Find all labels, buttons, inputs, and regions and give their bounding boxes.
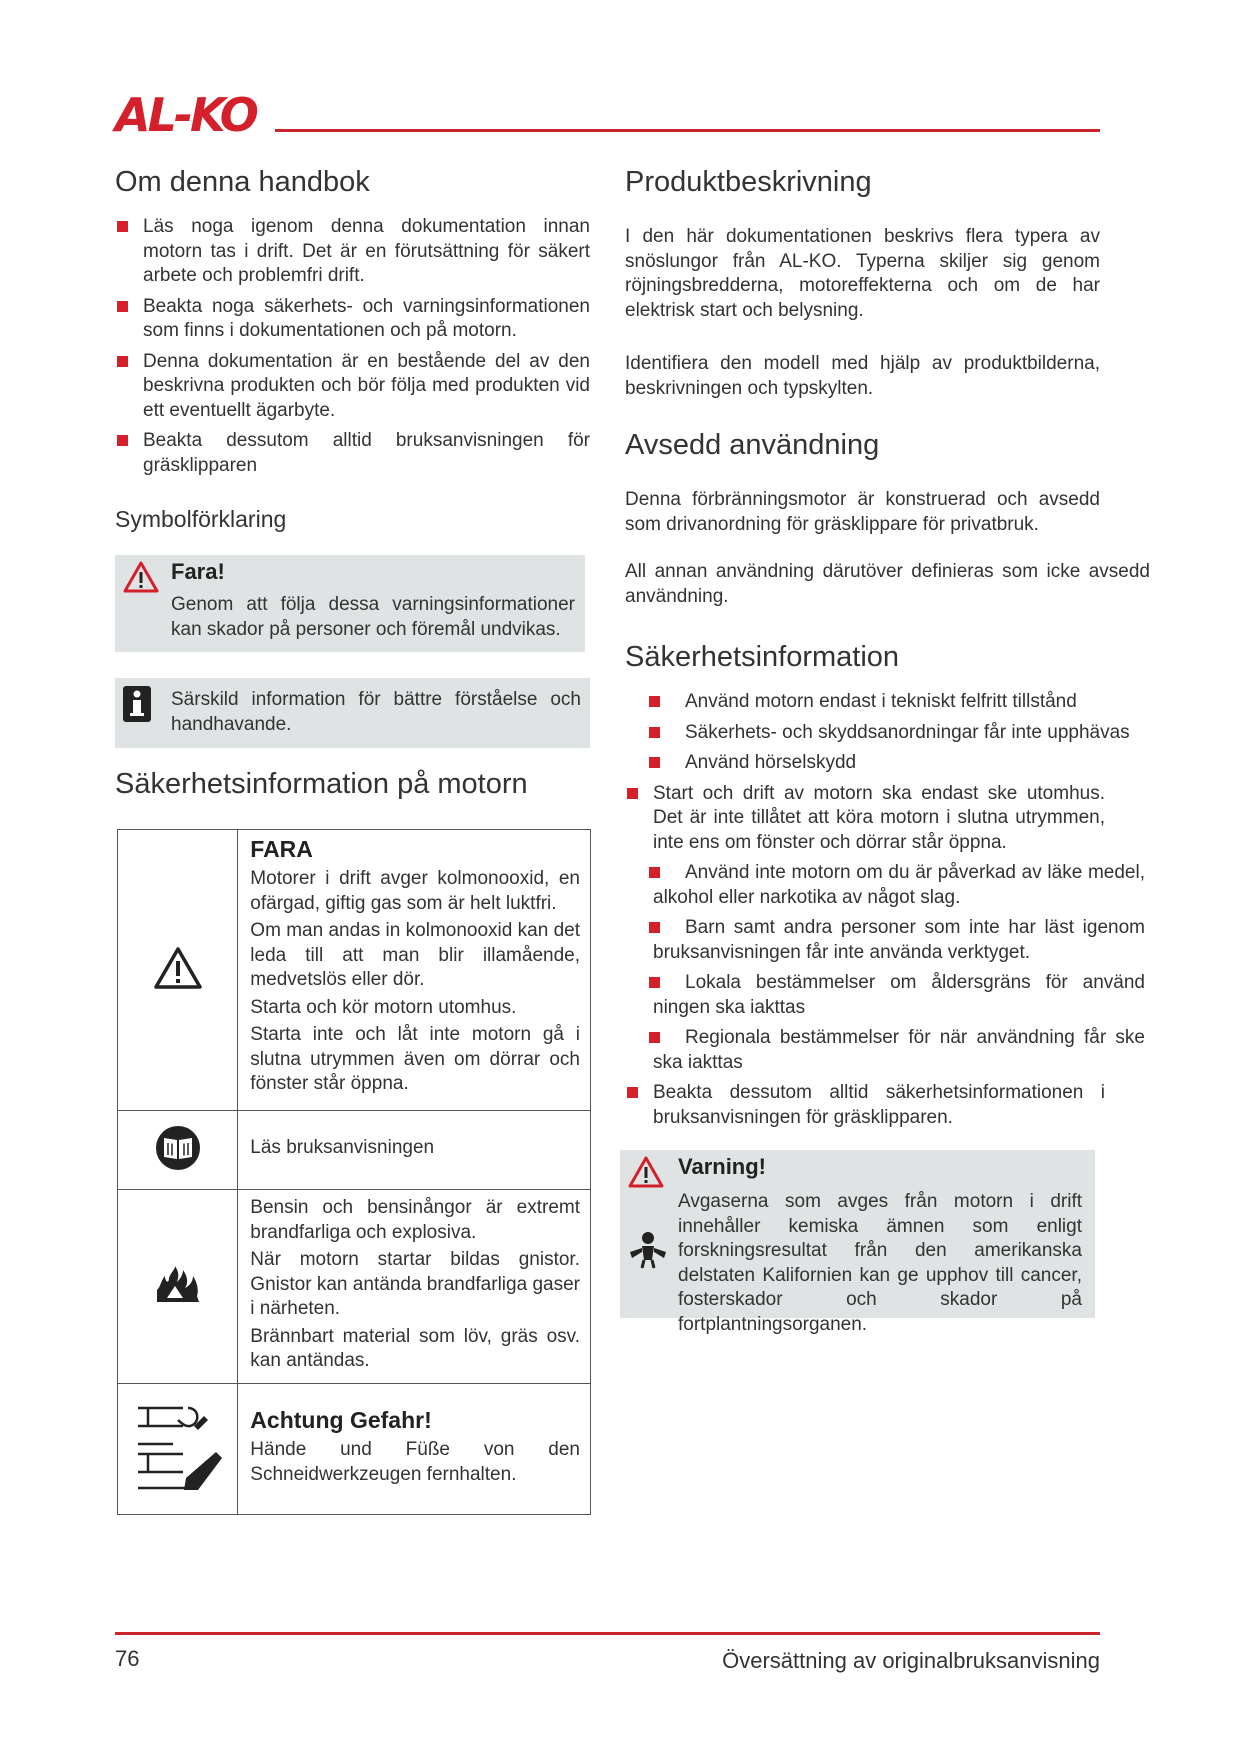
use-paragraph: Denna förbränningsmotor är konstruerad och avsedd som drivanordning för gräsklippare för privatbruk. [625, 489, 1100, 535]
blade-hazard-icon [128, 1396, 228, 1496]
info-icon [123, 686, 151, 722]
table-text-cell [238, 1190, 591, 1384]
fire-hazard-icon [153, 1264, 203, 1304]
table-icon-cell [118, 1111, 238, 1190]
table-paragraph: Brännbart material som löv, gräs osv. kan antändas. [250, 1325, 580, 1371]
section-title-product: Produktbeskrivning [625, 166, 872, 198]
safety-symbol-table [117, 829, 591, 1515]
list-item: Använd hörselskydd [625, 751, 1145, 776]
achtung-title: Achtung Gefahr! [250, 1407, 432, 1433]
warning-triangle-icon [153, 946, 203, 990]
list-item: Läs noga igenom denna dokumentation innan motorn tas i drift. Det är en förutsättning för säkert arbete och problemfri drift. [115, 215, 590, 289]
table-row [118, 830, 591, 1111]
product-paragraph: I den här dokumentationen beskrivs flera typera av snöslungor från AL-KO. Typerna skiljer sig genom röjningsbredderna, motoreffekterna och om de har elektrisk start och belysning. [625, 226, 1100, 321]
fara-title: FARA [250, 836, 313, 862]
warning-triangle-icon [628, 1156, 664, 1188]
product-paragraph: Identifiera den modell med hjälp av produktbilderna, beskrivningen och typskylten. [625, 353, 1100, 399]
danger-text: Genom att följa dessa varningsinformationer kan skador på personer och föremål undvikas. [171, 594, 575, 640]
toxic-hazard-icon [628, 1230, 668, 1270]
read-manual-icon [154, 1124, 202, 1172]
list-item: Beakta dessutom alltid säkerhetsinformationen i bruksanvisningen för gräsklipparen. [625, 1081, 1105, 1130]
footer-rule [115, 1632, 1100, 1635]
list-item: Regionala bestämmelser för när användning får ske ska iakttas [625, 1026, 1145, 1075]
table-icon-cell [118, 1383, 238, 1514]
symbol-title: Symbolförklaring [115, 506, 287, 532]
table-paragraph: Bensin och bensinångor är extremt brandfarliga och explosiva. [250, 1197, 580, 1243]
list-item: Använd inte motorn om du är påverkad av läke medel, alkohol eller narkotika av något slag. [625, 861, 1145, 910]
list-item: Använd motorn endast i tekniskt felfritt tillstånd [625, 690, 1145, 715]
table-paragraph: Om man andas in kolmonooxid kan det leda till att man blir illamående, medvetslös eller dör. [250, 920, 580, 990]
table-paragraph: Läs bruksanvisningen [250, 1137, 435, 1159]
table-row [118, 1111, 591, 1190]
list-item: Beakta noga säkerhets- och varningsinformationen som finns i dokumentationen och på motorn. [115, 295, 590, 344]
table-paragraph: När motorn startar bildas gnistor. Gnistor kan antända brandfarliga gaser i närheten. [250, 1249, 580, 1319]
list-item: Lokala bestämmelser om åldersgräns för använd ningen ska iakttas [625, 971, 1145, 1020]
table-text-cell [238, 830, 591, 1111]
table-icon-cell [118, 830, 238, 1111]
table-row [118, 1190, 591, 1384]
warning-text: Avgaserna som avges från motorn i drift innehåller kemiska ämnen som enligt forskningsresultat från den amerikanska delstaten Kalifornien kan ge upphov till cancer, fosterskador och skador på fortplantningsorganen. [678, 1191, 1082, 1335]
use-paragraph: All annan användning därutöver definieras som icke avsedd användning. [625, 561, 1150, 607]
table-row [118, 1383, 591, 1514]
footer-text: Översättning av originalbruksanvisning [722, 1648, 1100, 1673]
table-text-cell [238, 1383, 591, 1514]
list-item: Barn samt andra personer som inte har läst igenom bruksanvisningen får inte använda verktyget. [625, 916, 1145, 965]
table-paragraph: Starta och kör motorn utomhus. [250, 996, 517, 1018]
section-title-intended-use: Avsedd användning [625, 429, 880, 461]
warning-box [620, 1150, 1095, 1335]
header-rule [275, 129, 1100, 132]
section-title-handbook: Om denna handbok [115, 166, 370, 198]
section-title-safety: Säkerhetsinformation [625, 641, 900, 673]
list-item: Säkerhets- och skyddsanordningar får inte upphävas [625, 721, 1145, 746]
warning-title: Varning! [678, 1154, 767, 1179]
alko-logo: AL-KO [115, 88, 256, 142]
info-box [115, 678, 590, 748]
safety-bullets [625, 690, 1145, 1136]
table-paragraph: Motorer i drift avger kolmonooxid, en ofärgad, giftig gas som är helt luktfri. [250, 868, 580, 914]
page-number: 76 [115, 1646, 140, 1671]
info-text: Särskild information för bättre förståelse och handhavande. [171, 689, 581, 735]
table-paragraph: Hände und Füße von den Schneidwerkzeugen fernhalten. [250, 1439, 580, 1485]
warning-triangle-icon [123, 561, 159, 593]
table-icon-cell [118, 1190, 238, 1384]
list-item: Start och drift av motorn ska endast ske utomhus. Det är inte tillåtet att köra motorn i slutna utrymmen, inte ens om fönster och dörrar står öppna. [625, 782, 1105, 856]
section-title-motor-safety: Säkerhetsinformation på motorn [115, 768, 528, 800]
table-text-cell [238, 1111, 591, 1190]
handbook-bullets [115, 215, 590, 484]
list-item: Denna dokumentation är en bestående del av den beskrivna produkten och bör följa med produkten vid ett eventuellt ägarbyte. [115, 350, 590, 424]
list-item: Beakta dessutom alltid bruksanvisningen för gräsklipparen [115, 429, 590, 478]
danger-title: Fara! [171, 559, 225, 584]
danger-box [115, 555, 585, 652]
table-paragraph: Starta inte och låt inte motorn gå i slutna utrymmen även om dörrar och fönster står öppna. [250, 1024, 580, 1094]
